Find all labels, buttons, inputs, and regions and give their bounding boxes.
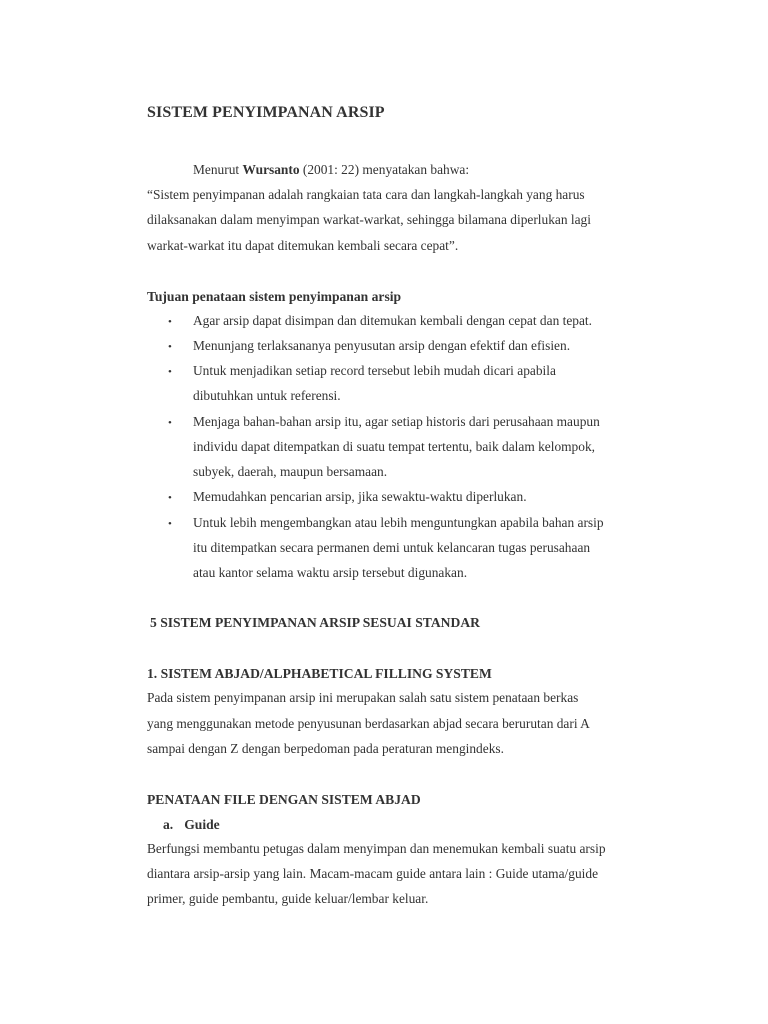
bullet-marker: • (168, 417, 172, 429)
abjad-paragraph-line: yang menggunakan metode penyusunan berdasarkan abjad secara berurutan dari A (147, 716, 590, 731)
list-item: Agar arsip dapat disimpan dan ditemukan kembali dengan cepat dan tepat. (193, 313, 592, 328)
bullet-marker: • (168, 316, 172, 328)
list-item-continuation: dibutuhkan untuk referensi. (193, 388, 341, 403)
guide-paragraph-line: Berfungsi membantu petugas dalam menyimpan dan menemukan kembali suatu arsip (147, 841, 606, 856)
intro-author: Wursanto (242, 162, 300, 177)
penataan-heading: PENATAAN FILE DENGAN SISTEM ABJAD (147, 792, 421, 807)
quote-line: dilaksanakan dalam menyimpan warkat-warkat, sehingga bilamana diperlukan lagi (147, 212, 591, 227)
bullet-marker: • (168, 492, 172, 504)
guide-subheading (163, 817, 220, 833)
list-item: Memudahkan pencarian arsip, jika sewaktu-waktu diperlukan. (193, 489, 527, 504)
guide-marker: a. (163, 817, 174, 832)
bullet-marker: • (168, 341, 172, 353)
standar-heading: 5 SISTEM PENYIMPANAN ARSIP SESUAI STANDAR (150, 615, 480, 630)
intro-suffix: (2001: 22) menyatakan bahwa: (299, 162, 470, 177)
list-item: Untuk menjadikan setiap record tersebut lebih mudah dicari apabila (193, 363, 556, 378)
guide-label: Guide (184, 817, 220, 832)
list-item: Menjaga bahan-bahan arsip itu, agar setiap historis dari perusahaan maupun (193, 414, 600, 429)
guide-paragraph-line: primer, guide pembantu, guide keluar/lembar keluar. (147, 891, 429, 906)
list-item-continuation: individu dapat ditempatkan di suatu tempat tertentu, baik dalam kelompok, (193, 439, 595, 454)
quote-line: warkat-warkat itu dapat ditemukan kembali secara cepat”. (147, 238, 459, 253)
abjad-paragraph-line: sampai dengan Z dengan berpedoman pada peraturan mengindeks. (147, 741, 504, 756)
guide-paragraph-line: diantara arsip-arsip yang lain. Macam-macam guide antara lain : Guide utama/guide (147, 866, 599, 881)
list-item: Menunjang terlaksananya penyusutan arsip dengan efektif dan efisien. (193, 338, 571, 353)
list-item-continuation: itu ditempatkan secara permanen demi untuk kelancaran tugas perusahaan (193, 540, 591, 555)
bullet-marker: • (168, 366, 172, 378)
list-item-continuation: atau kantor selama waktu arsip tersebut digunakan. (193, 565, 468, 580)
abjad-paragraph-line: Pada sistem penyimpanan arsip ini merupakan salah satu sistem penataan berkas (147, 690, 579, 705)
quote-line: “Sistem penyimpanan adalah rangkaian tata cara dan langkah-langkah yang harus (147, 187, 585, 202)
tujuan-heading: Tujuan penataan sistem penyimpanan arsip (147, 289, 402, 304)
intro-line (193, 162, 469, 178)
bullet-marker: • (168, 518, 172, 530)
list-item: Untuk lebih mengembangkan atau lebih menguntungkan apabila bahan arsip (193, 515, 604, 530)
list-item-continuation: subyek, daerah, maupun bersamaan. (193, 464, 388, 479)
page-title: SISTEM PENYIMPANAN ARSIP (147, 104, 385, 121)
intro-prefix: Menurut (193, 162, 243, 177)
abjad-heading: 1. SISTEM ABJAD/ALPHABETICAL FILLING SYSTEM (147, 666, 492, 681)
